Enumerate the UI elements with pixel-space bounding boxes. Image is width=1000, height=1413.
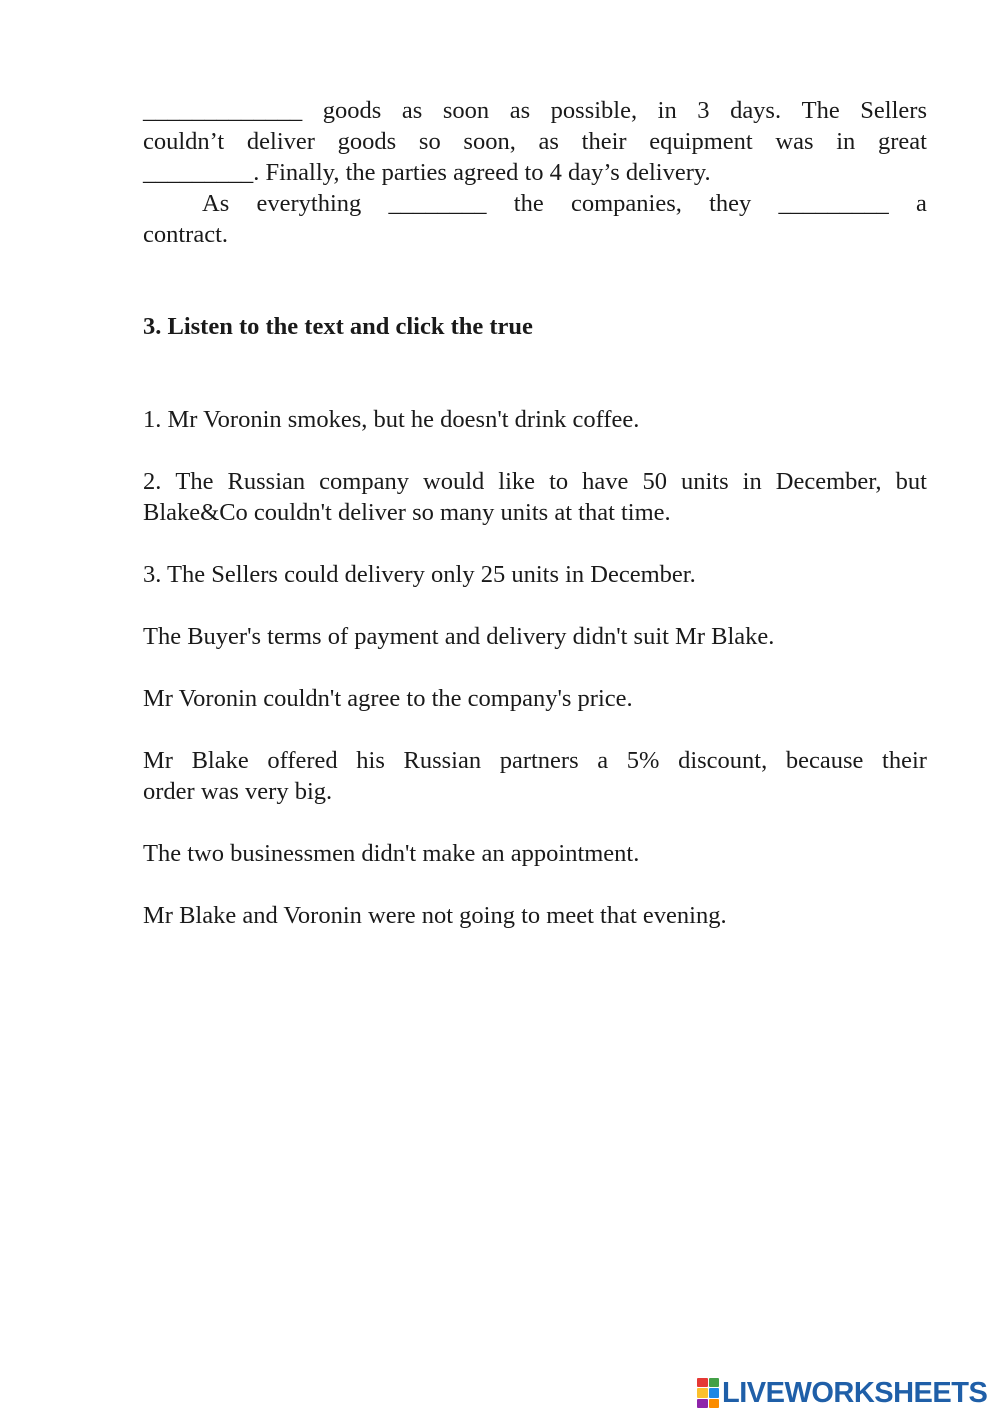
statement-text: Mr Blake and Voronin were not going to meet that evening. xyxy=(143,902,727,929)
word: Russian xyxy=(227,468,306,495)
passage-line xyxy=(143,188,927,219)
statement-6[interactable] xyxy=(143,745,927,807)
word: days. xyxy=(730,97,782,124)
word: company xyxy=(319,468,409,495)
word: Russian xyxy=(403,747,482,774)
word: a xyxy=(597,747,609,774)
word: they xyxy=(709,190,752,217)
logo-square xyxy=(709,1388,720,1397)
word: because xyxy=(785,747,864,774)
word: Blake xyxy=(191,747,249,774)
word: but xyxy=(895,468,927,495)
statement-text xyxy=(143,466,927,497)
word: the xyxy=(513,190,544,217)
logo-square xyxy=(697,1378,708,1387)
liveworksheets-logo[interactable] xyxy=(697,1376,987,1410)
word: as xyxy=(401,97,423,124)
statement-list xyxy=(143,404,927,962)
word: would xyxy=(423,468,485,495)
statement-7[interactable] xyxy=(143,838,927,869)
passage-line xyxy=(143,95,927,126)
word: soon, xyxy=(463,128,516,155)
logo-square xyxy=(709,1399,720,1408)
word: _________ xyxy=(778,190,889,217)
statement-text: Blake&Co couldn't deliver so many units at that time. xyxy=(143,499,671,526)
word: 3 xyxy=(697,97,710,124)
word: discount, xyxy=(678,747,768,774)
statement-text: The two businessmen didn't make an appointment. xyxy=(143,840,640,867)
logo-square xyxy=(709,1378,720,1387)
word: so xyxy=(418,128,441,155)
word: The xyxy=(175,468,214,495)
statement-text: order was very big. xyxy=(143,778,333,805)
word: as xyxy=(538,128,559,155)
statement-text: The Buyer's terms of payment and delivery didn't suit Mr Blake. xyxy=(143,623,775,650)
word: have xyxy=(582,468,629,495)
word: ________ xyxy=(388,190,487,217)
statement-text: 3. The Sellers could delivery only 25 units in December. xyxy=(143,561,696,588)
passage-line: contract. xyxy=(143,221,229,248)
word: a xyxy=(916,190,927,217)
word: deliver xyxy=(246,128,315,155)
word: in xyxy=(742,468,762,495)
word: possible, xyxy=(550,97,638,124)
section-heading: 3. Listen to the text and click the true xyxy=(143,313,533,340)
statement-text: 1. Mr Voronin smokes, but he doesn't drink coffee. xyxy=(143,406,640,433)
word: like xyxy=(498,468,536,495)
word: great xyxy=(877,128,927,155)
statement-8[interactable] xyxy=(143,900,927,931)
passage-line: _________. Finally, the parties agreed to 4 day’s delivery. xyxy=(143,159,711,186)
word: partners xyxy=(499,747,579,774)
word: companies, xyxy=(570,190,682,217)
word: 5% xyxy=(626,747,660,774)
statement-1[interactable] xyxy=(143,404,927,435)
word: to xyxy=(549,468,569,495)
passage xyxy=(143,95,927,250)
statement-5[interactable] xyxy=(143,683,927,714)
word: 2. xyxy=(143,468,162,495)
statement-4[interactable] xyxy=(143,621,927,652)
word: in xyxy=(836,128,856,155)
word: his xyxy=(356,747,385,774)
logo-square xyxy=(697,1388,708,1397)
word: Mr xyxy=(143,747,173,774)
logo-mark-icon xyxy=(697,1378,719,1408)
word: As xyxy=(202,190,230,217)
word: December, xyxy=(775,468,882,495)
word: 50 xyxy=(642,468,667,495)
word: everything xyxy=(256,190,362,217)
word: was xyxy=(775,128,814,155)
logo-text: LIVEWORKSHEETS xyxy=(722,1377,988,1409)
passage-line xyxy=(143,126,927,157)
word: soon xyxy=(442,97,490,124)
word: goods xyxy=(322,97,382,124)
word: offered xyxy=(267,747,338,774)
word: couldn’t xyxy=(143,128,225,155)
logo-square xyxy=(697,1399,708,1408)
word: _____________ xyxy=(143,97,303,124)
word: equipment xyxy=(649,128,753,155)
word: as xyxy=(509,97,531,124)
word: their xyxy=(581,128,627,155)
word: goods xyxy=(337,128,397,155)
statement-3[interactable] xyxy=(143,559,927,590)
word: in xyxy=(657,97,677,124)
word: their xyxy=(882,747,927,774)
statement-text xyxy=(143,745,927,776)
word: units xyxy=(680,468,729,495)
word: Sellers xyxy=(860,97,927,124)
statement-text: Mr Voronin couldn't agree to the company's price. xyxy=(143,685,633,712)
statement-2[interactable] xyxy=(143,466,927,528)
word: The xyxy=(801,97,840,124)
